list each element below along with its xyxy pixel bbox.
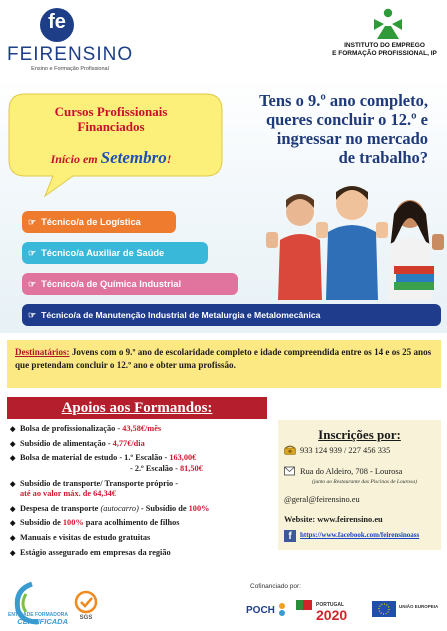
support-text: Subsídio de bbox=[20, 518, 63, 528]
support-note: (autocarro) bbox=[100, 503, 139, 513]
logo-mark-text: fe bbox=[48, 11, 66, 33]
cofinanced-label: Cofinanciado por: bbox=[250, 583, 301, 590]
support-text: para acolhimento de filhos bbox=[83, 518, 180, 528]
sgs-logo bbox=[72, 590, 100, 620]
list-item bbox=[10, 504, 272, 515]
brand-tagline: Ensino e Formação Profissional bbox=[31, 66, 109, 72]
support-value: até ao valor máx. de 64,34€ bbox=[20, 489, 116, 499]
course-label: Técnico/a de Química Industrial bbox=[41, 279, 182, 289]
facebook-link[interactable]: https://www.facebook.com/feirensinoass bbox=[300, 531, 420, 539]
bubble-title-line2: Financiados bbox=[77, 119, 145, 134]
list-item bbox=[10, 548, 272, 559]
list-item bbox=[10, 439, 272, 450]
supports-title: Apoios aos Formandos: bbox=[7, 397, 267, 419]
course-label: Técnico/a de Manutenção Industrial de Metalurgia e Metalomecânica bbox=[41, 310, 321, 320]
email-line bbox=[284, 495, 360, 504]
website[interactable]: Website: www.feirensino.eu bbox=[284, 515, 383, 524]
partner-name-line2: E FORMAÇÃO PROFISSIONAL, IP bbox=[332, 50, 437, 57]
brand-name: FEIRENSINO bbox=[7, 44, 134, 65]
support-text: Manuais e visitas de estudo gratuitas bbox=[20, 533, 151, 543]
start-date bbox=[20, 148, 202, 168]
start-month: Setembro bbox=[100, 148, 167, 167]
hand-pointer-icon: ☞ bbox=[28, 278, 37, 289]
list-item bbox=[10, 518, 272, 529]
headline-line2: queres concluir o 12.º e bbox=[265, 110, 428, 129]
hand-pointer-icon: ☞ bbox=[28, 247, 37, 258]
facebook-icon: f bbox=[284, 530, 296, 542]
poch-logo bbox=[244, 598, 288, 620]
course-label: Técnico/a de Logística bbox=[41, 217, 141, 227]
support-text: - 2.º Escalão - bbox=[130, 463, 180, 473]
hand-pointer-icon: ☞ bbox=[28, 309, 37, 320]
eu-flag-logo bbox=[372, 600, 438, 618]
pt2020-text: 2020 bbox=[316, 607, 348, 622]
support-text: Despesa de transporte bbox=[20, 503, 101, 513]
at-icon: @ bbox=[284, 495, 292, 504]
list-item bbox=[10, 424, 272, 435]
recipients-box bbox=[7, 340, 441, 388]
recipients-label: Destinatários: bbox=[15, 347, 70, 357]
support-value: 4,77€/dia bbox=[112, 438, 145, 448]
poch-text: POCH bbox=[246, 605, 275, 616]
email[interactable]: geral@feirensino.eu bbox=[291, 495, 360, 504]
support-text: Subsídio de alimentação - bbox=[20, 438, 113, 448]
headline-line4: de trabalho? bbox=[338, 148, 428, 167]
support-value: 81,50€ bbox=[179, 463, 203, 473]
list-item bbox=[10, 479, 272, 500]
start-prefix: Início em bbox=[50, 152, 98, 166]
address: Rua do Aldeiro, 708 - Lourosa bbox=[300, 467, 403, 476]
course-label: Técnico/a Auxiliar de Saúde bbox=[41, 248, 165, 258]
partner-name bbox=[322, 42, 447, 58]
support-value: 43,58€/mês bbox=[122, 424, 162, 433]
course-auxiliar-saude bbox=[22, 242, 208, 264]
headline-line3: ingressar no mercado bbox=[276, 129, 428, 148]
support-text: Bolsa de profissionalização - bbox=[20, 424, 123, 433]
course-logistica bbox=[22, 211, 176, 233]
support-text: - Subsídio de bbox=[138, 503, 189, 513]
inscriptions-title: Inscrições por: bbox=[318, 427, 401, 442]
feirensino-logo-mark bbox=[40, 8, 74, 42]
support-value: 100% bbox=[188, 503, 210, 513]
support-text: Estágio assegurado em empresas da região bbox=[20, 547, 171, 557]
envelope-icon bbox=[284, 466, 295, 476]
supports-list bbox=[10, 424, 272, 563]
phone-icon bbox=[284, 445, 296, 455]
start-suffix: ! bbox=[166, 152, 172, 166]
certified-word: CERTIFICADA bbox=[17, 617, 68, 626]
certified-label: ENTIDADE FORMADORA bbox=[8, 612, 68, 618]
sgs-label: SGS bbox=[79, 615, 93, 620]
headline bbox=[228, 91, 428, 167]
bubble-title-line1: Cursos Profissionais bbox=[54, 104, 168, 119]
portugal-2020-logo bbox=[296, 598, 360, 622]
portugal-text: PORTUGAL bbox=[316, 602, 345, 608]
course-manutencao-industrial bbox=[22, 304, 441, 326]
eu-text: UNIÃO EUROPEIA bbox=[399, 604, 438, 609]
recipients-text: Jovens com o 9.º ano de escolaridade completo e idade compreendida entre os 14 e os 25 anos que pretendam concluir o 12.º ano e obter uma profissão. bbox=[15, 347, 432, 370]
support-value: 163,00€ bbox=[169, 453, 197, 463]
support-value: 100% bbox=[62, 518, 84, 528]
address-note: (junto ao Restaurante das Piscinas de Lourosa) bbox=[312, 479, 417, 485]
phone-number: 933 124 939 / 227 456 335 bbox=[300, 446, 391, 455]
list-item bbox=[10, 533, 272, 544]
course-quimica-industrial bbox=[22, 273, 238, 295]
list-item bbox=[10, 453, 272, 474]
headline-line1: Tens o 9.º ano completo, bbox=[259, 91, 428, 110]
support-text: Subsídio de transporte/ Transporte próprio - bbox=[20, 478, 179, 488]
support-text: Bolsa de material de estudo - 1.º Escalão - bbox=[20, 453, 170, 463]
hand-pointer-icon: ☞ bbox=[28, 216, 37, 227]
iefp-logo bbox=[371, 8, 405, 40]
bubble-title bbox=[20, 104, 202, 134]
students-photo bbox=[260, 170, 447, 300]
partner-name-line1: INSTITUTO DO EMPREGO bbox=[344, 42, 425, 49]
